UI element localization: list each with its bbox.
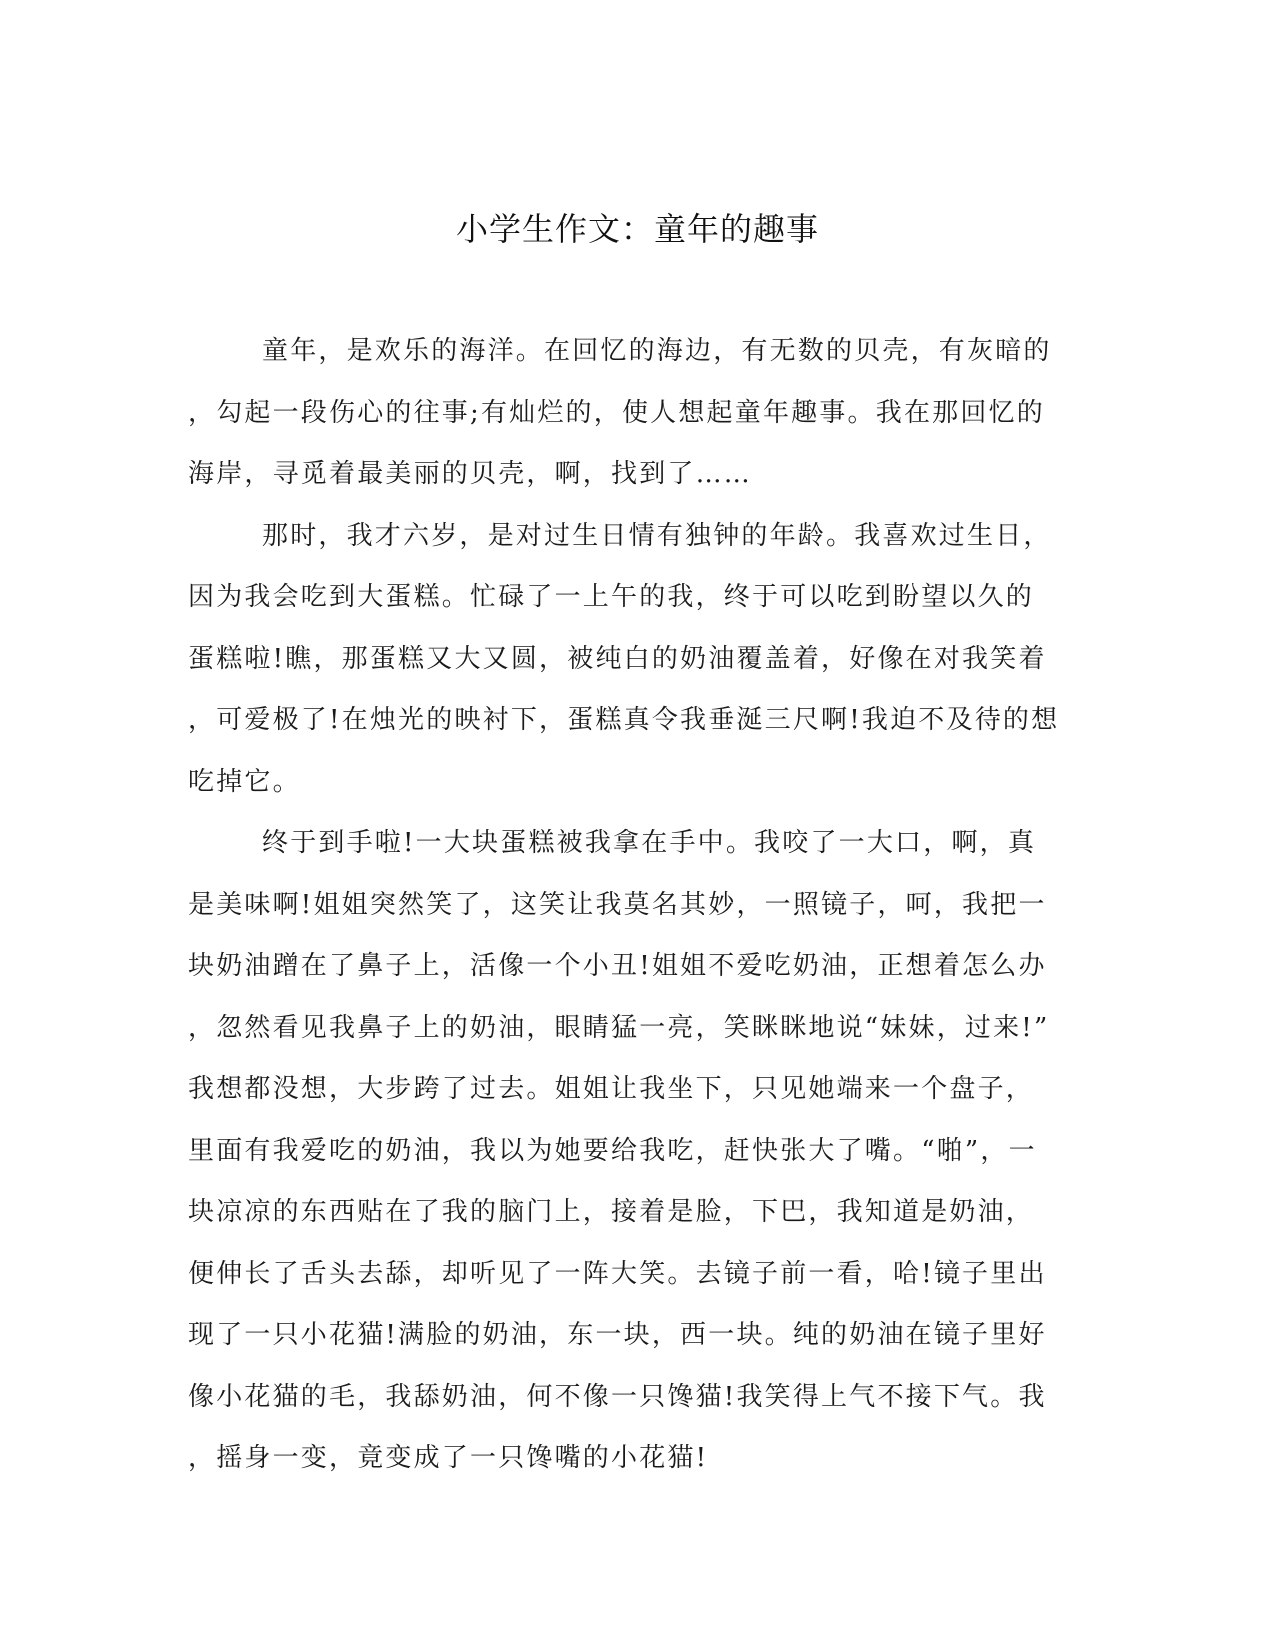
- text-line: ，可爱极了!在烛光的映衬下，蛋糕真令我垂涎三尺啊!我迫不及待的想: [188, 705, 1060, 735]
- text-line: ，忽然看见我鼻子上的奶油，眼睛猛一亮，笑眯眯地说“妹妹，过来!”: [188, 1012, 1050, 1043]
- document-body: [188, 330, 1068, 1499]
- text-line: 是美味啊!姐姐突然笑了，这笑让我莫名其妙，一照镜子，呵，我把一: [188, 889, 1047, 920]
- text-line: 便伸长了舌头去舔，却听见了一阵大笑。去镜子前一看，哈!镜子里出: [188, 1258, 1047, 1289]
- text-line: 童年，是欢乐的海洋。在回忆的海边，有无数的贝壳，有灰暗的: [262, 336, 1052, 366]
- text-line: ，摇身一变，竟变成了一只馋嘴的小花猫!: [188, 1443, 709, 1473]
- text-line: 那时，我才六岁，是对过生日情有独钟的年龄。我喜欢过生日，: [262, 520, 1052, 551]
- text-line: 块凉凉的东西贴在了我的脑门上，接着是脸，下巴，我知道是奶油，: [188, 1197, 1035, 1227]
- text-line: 海岸，寻觅着最美丽的贝壳，啊，找到了……: [188, 459, 753, 489]
- text-line: 终于到手啦!一大块蛋糕被我拿在手中。我咬了一大口，啊，真: [262, 828, 1037, 858]
- text-line: ，勾起一段伤心的往事;有灿烂的，使人想起童年趣事。我在那回忆的: [188, 397, 1045, 428]
- text-line: 像小花猫的毛，我舔奶油，何不像一只馋猫!我笑得上气不接下气。我: [188, 1381, 1047, 1412]
- text-line: 吃掉它。: [188, 766, 301, 797]
- text-line: 里面有我爱吃的奶油，我以为她要给我吃，赶快张大了嘴。“啪”，一: [188, 1135, 1037, 1166]
- text-line: 块奶油蹭在了鼻子上，活像一个小丑!姐姐不爱吃奶油，正想着怎么办: [188, 951, 1047, 981]
- document-title: 小学生作文：童年的趣事: [455, 210, 819, 248]
- text-line: 因为我会吃到大蛋糕。忙碌了一上午的我，终于可以吃到盼望以久的: [188, 582, 1035, 612]
- text-line: 我想都没想，大步跨了过去。姐姐让我坐下，只见她端来一个盘子，: [188, 1074, 1035, 1104]
- text-line: 蛋糕啦!瞧，那蛋糕又大又圆，被纯白的奶油覆盖着，好像在对我笑着: [188, 643, 1047, 674]
- text-line: 现了一只小花猫!满脸的奶油，东一块，西一块。纯的奶油在镜子里好: [188, 1320, 1047, 1350]
